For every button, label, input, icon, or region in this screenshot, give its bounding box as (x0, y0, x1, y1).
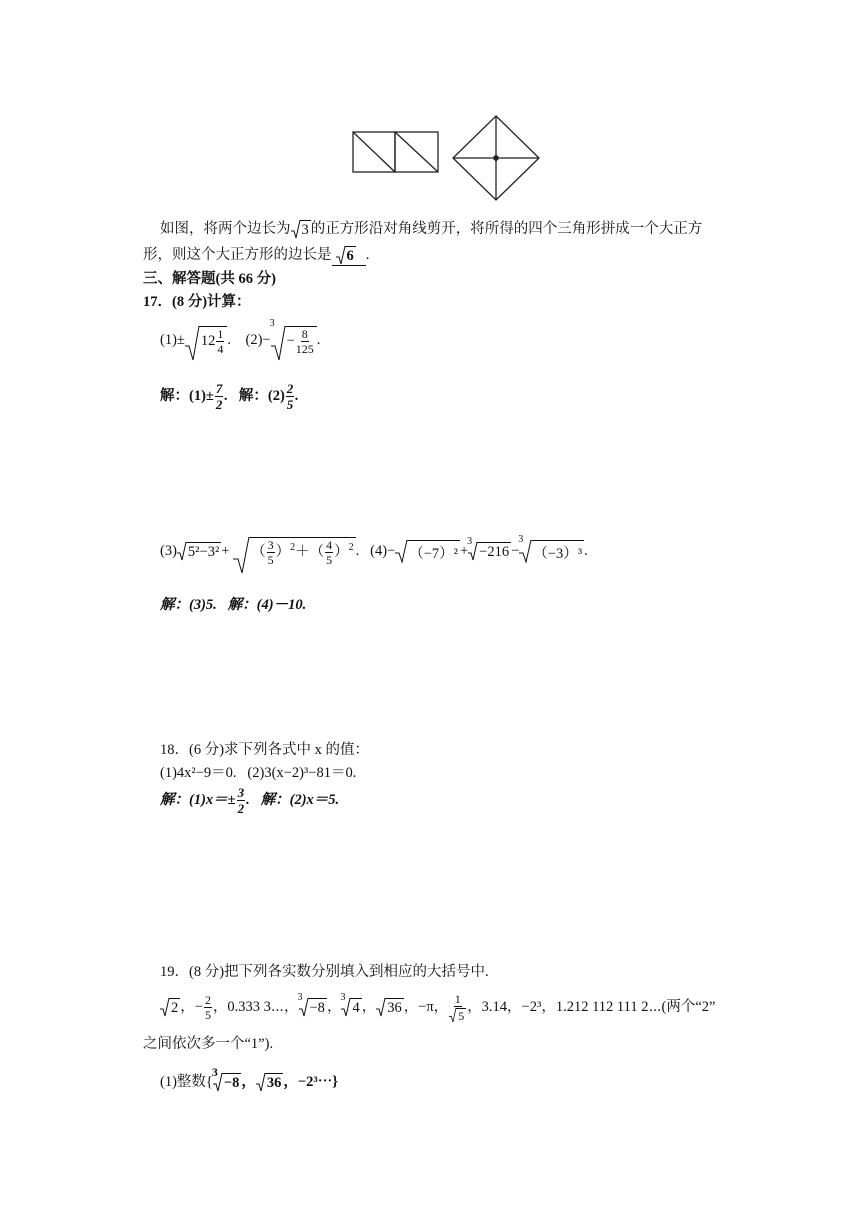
sqrt-mixed: 12 $\frac{1}{4}$ (185, 326, 228, 355)
cbrt-neg8: 3 −8 (297, 992, 325, 1017)
q18-answers: 解：(1)x＝± $\frac{3}{2}$ . 解：(2)x＝5. (160, 785, 340, 816)
q19-answer-integers: (1)整数{ 3 −8 ， 36 ，−2³⋯} (160, 1065, 338, 1092)
sqrt-36: 36 (376, 998, 404, 1017)
q17-title: 17．(8 分)计算： (143, 294, 251, 310)
q16-line1: 如图，将两个边长为 3 的正方形沿对角线剪开，将所得的四个三角形拼成一个大正方 (160, 221, 703, 239)
answer-blank (332, 246, 366, 266)
q17-answer-3-4: 解：(3)5. 解：(4)－10. (160, 597, 307, 613)
q18-equations: (1)4x²−9＝0. (2)3(x−2)³−81＝0. (160, 765, 357, 781)
cbrt-4: 3 4 (340, 992, 360, 1017)
q17-problem-3-4: (3) 5²−3² + （ $\frac{3}{5}$ ）$^2$＋（ $\frac{4}{5}$ ）$^2$ . (4)− （−7）² + 3 −216 − 3 （−3）³ . (160, 537, 588, 566)
q19-title: 19．(8 分)把下列各实数分别填入到相应的大括号中. (160, 964, 489, 980)
two-squares-figure (353, 132, 438, 172)
sqrt-5sq-3sq: 5²−3² (177, 542, 221, 561)
diamond-figure (453, 116, 539, 200)
cbrt-neg8-answer: 3 −8 (211, 1065, 240, 1092)
q19-numbers-line2: 之间依次多一个“1”). (143, 1036, 274, 1052)
sqrt-6-answer: 6 (336, 246, 356, 265)
sqrt-3: 3 (291, 220, 311, 239)
cbrt-fraction: 3 − $\frac{8}{125}$ (271, 326, 317, 355)
section-title: 三、解答题(共 66 分) (143, 271, 276, 287)
q17-answer-1-2: 解：(1)± $\frac{7}{2}$ . 解：(2) $\frac{2}{5}$ . (160, 381, 299, 412)
q18-title: 18．(6 分)求下列各式中 x 的值： (160, 742, 370, 758)
q16-text-a: 如图，将两个边长为 (160, 221, 291, 237)
cbrt-neg216: 3 −216 (467, 536, 510, 560)
q19-numbers-line1: 2 ，− $\frac{2}{5}$ ，0.333 3⋯， 3 −8 ， 3 4 ， 36 ，−π， $\frac{1}{5}$ ，3.14，−2³，1.212 112 111 2⋯(两个“2” (160, 993, 715, 1022)
sqrt-2: 2 (160, 998, 180, 1017)
geometry-figure (0, 0, 860, 210)
sqrt-36-answer: 36 (256, 1073, 284, 1092)
sqrt-neg7sq: （−7）² (395, 540, 460, 563)
q16-line2: 形，则这个大正方形的边长是 6 . (143, 247, 370, 265)
q16-text-c: 形，则这个大正方形的边长是 (143, 247, 332, 263)
q17-problem-1-2: (1)± 12 $\frac{1}{4}$ . (2)− 3 − $\frac{8}{125}$ . (160, 326, 320, 355)
cbrt-neg3cube: 3 （−3）³ (518, 534, 583, 562)
sqrt-sum-fractions: （ $\frac{3}{5}$ ）$^2$＋（ $\frac{4}{5}$ ）$^2$ (233, 537, 356, 566)
q16-text-b: 的正方形沿对角线剪开，将所得的四个三角形拼成一个大正 (310, 221, 688, 237)
